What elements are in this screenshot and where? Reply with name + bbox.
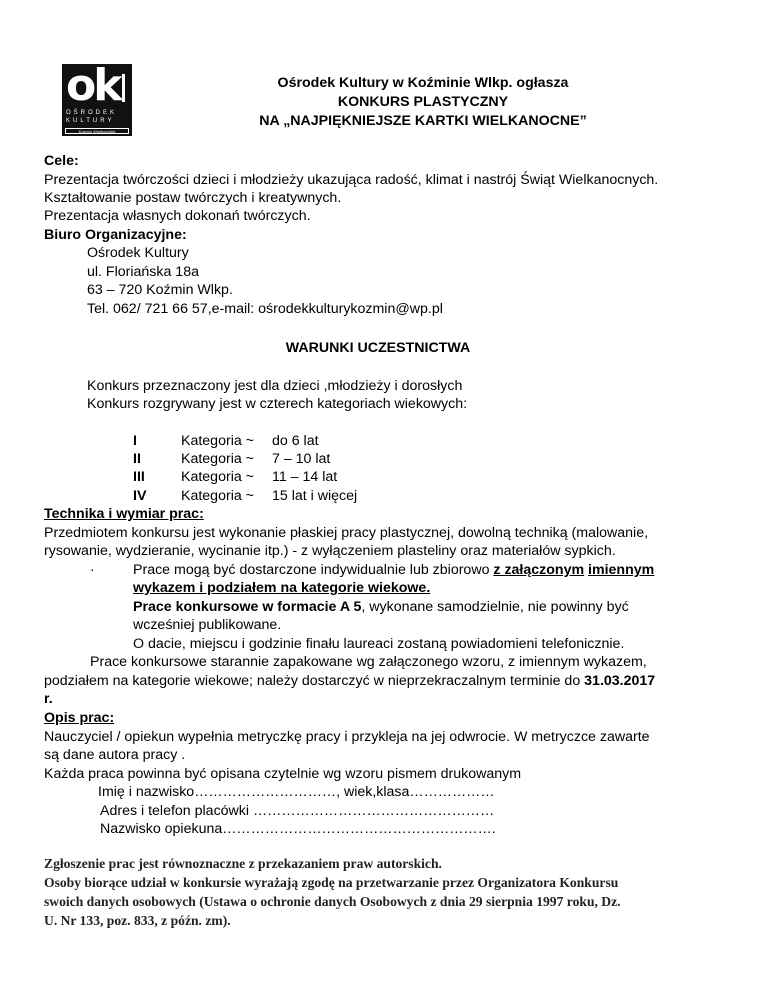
technique-text-1b: rysowanie, wydzieranie, wycinanie itp.) - z wyłączeniem plasteliny oraz materiałów sypkich. xyxy=(44,543,616,559)
technique-text-2a-plain: Prace mogą być dostarczone indywidualnie lub zbiorowo xyxy=(133,562,494,578)
form-field-address: Adres i telefon placówki …………………………………………… xyxy=(100,803,495,819)
header-title: KONKURS PLASTYCZNY xyxy=(337,94,509,110)
footer-line-2: Osoby biorące udział w konkursie wyrażają zgodę na przetwarzanie przez Organizatora Konkursu xyxy=(44,875,619,890)
category-num: II xyxy=(133,451,141,467)
technique-text-2a-bold1: z załączonym xyxy=(493,562,585,578)
logo-bar xyxy=(122,74,125,102)
category-label: Kategoria ~ xyxy=(181,433,254,449)
footer-line-4: U. Nr 133, poz. 833, z późn. zm). xyxy=(44,913,231,928)
form-field-guardian: Nazwisko opiekuna…………………………………………………. xyxy=(100,821,496,837)
footer-line-1: Zgłoszenie prac jest równoznaczne z przekazaniem praw autorskich. xyxy=(44,856,442,871)
footer-line-3: swoich danych osobowych (Ustawa o ochronie danych Osobowych z dnia 29 sierpnia 1997 roku, Dz. xyxy=(44,894,621,909)
category-num: III xyxy=(133,469,145,485)
office-name: Ośrodek Kultury xyxy=(87,245,189,261)
header-subtitle: NA „NAJPIĘKNIEJSZE KARTKI WIELKANOCNE” xyxy=(259,113,587,129)
logo-mark: ok xyxy=(66,60,120,111)
conditions-line-2: Konkurs rozgrywany jest w czterech kategoriach wiekowych: xyxy=(87,396,468,412)
bullet-marker: · xyxy=(90,562,95,578)
office-contact xyxy=(87,300,443,318)
technique-text-4: O dacie, miejscu i godzinie finału laureaci zostaną powiadomieni telefonicznie. xyxy=(133,636,625,652)
technique-text-3a-plain: , wykonane samodzielnie, nie powinny być xyxy=(361,599,629,615)
description-text-2: Każda praca powinna być opisana czytelnie wg wzoru pismem drukowanym xyxy=(44,766,522,782)
technique-text-5b xyxy=(44,672,655,690)
description-text-1b: są dane autora pracy . xyxy=(44,747,186,763)
category-label: Kategoria ~ xyxy=(181,488,254,504)
goal-item-1: Prezentacja twórczości dzieci i młodzieży ukazująca radość, klimat i nastrój Świąt Wielkanocnych. xyxy=(44,172,659,188)
technique-text-5b-plain: podziałem na kategorie wiekowe; należy dostarczyć w nieprzekraczalnym terminie do xyxy=(44,673,585,689)
office-phone: Tel. 062/ 721 66 57, xyxy=(87,301,212,317)
logo-line-1: OŚRODEK xyxy=(66,110,118,116)
goal-item-3: Prezentacja własnych dokonań twórczych. xyxy=(44,208,311,224)
category-age: do 6 lat xyxy=(272,433,319,449)
technique-text-5a: Prace konkursowe starannie zapakowane wg załączonego wzoru, z imiennym wykazem, xyxy=(90,654,647,670)
goals-heading: Cele: xyxy=(44,153,79,169)
category-num: IV xyxy=(133,488,147,504)
office-email: e-mail: ośrodekkulturykozmin@wp.pl xyxy=(211,301,443,317)
form-field-name: Imię i nazwisko…………………………, wiek,klasa……………… xyxy=(98,784,495,800)
office-street: ul. Floriańska 18a xyxy=(87,264,199,280)
category-num: I xyxy=(133,433,137,449)
technique-text-2a xyxy=(133,561,654,579)
office-heading: Biuro Organizacyjne: xyxy=(44,227,187,243)
technique-heading: Technika i wymiar prac: xyxy=(44,506,204,522)
category-label: Kategoria ~ xyxy=(181,451,254,467)
technique-text-1a: Przedmiotem konkursu jest wykonanie płaskiej pracy plastycznej, dowolną techniką (malowanie, xyxy=(44,525,649,541)
category-age: 7 – 10 lat xyxy=(272,451,331,467)
conditions-line-1: Konkurs przeznaczony jest dla dzieci ,młodzieży i dorosłych xyxy=(87,378,463,394)
conditions-heading: WARUNKI UCZESTNICTWA xyxy=(285,340,471,356)
goal-item-2: Kształtowanie postaw twórczych i kreatywnych. xyxy=(44,190,342,206)
logo-line-3: Koźmin Wielkopolski xyxy=(65,128,129,134)
technique-text-3a xyxy=(133,598,629,616)
description-heading: Opis prac: xyxy=(44,710,115,726)
office-city: 63 – 720 Koźmin Wlkp. xyxy=(87,282,233,298)
technique-text-2a-bold2: imiennym xyxy=(588,562,655,578)
technique-format: Prace konkursowe w formacie A 5 xyxy=(133,599,362,615)
category-age: 15 lat i więcej xyxy=(272,488,358,504)
technique-text-3b: wcześniej publikowane. xyxy=(133,617,282,633)
technique-text-5c: r. xyxy=(44,691,53,707)
logo-line-2: KULTURY xyxy=(66,118,115,124)
category-age: 11 – 14 lat xyxy=(272,469,338,485)
category-label: Kategoria ~ xyxy=(181,469,254,485)
description-text-1a: Nauczyciel / opiekun wypełnia metryczkę pracy i przykleja na jej odwrocie. W metryczce zawarte xyxy=(44,729,650,745)
header-announcer: Ośrodek Kultury w Koźminie Wlkp. ogłasza xyxy=(277,75,569,91)
deadline-date: 31.03.2017 xyxy=(584,673,656,689)
organization-logo xyxy=(62,60,132,136)
technique-text-2b: wykazem i podziałem na kategorie wiekowe. xyxy=(133,580,431,596)
